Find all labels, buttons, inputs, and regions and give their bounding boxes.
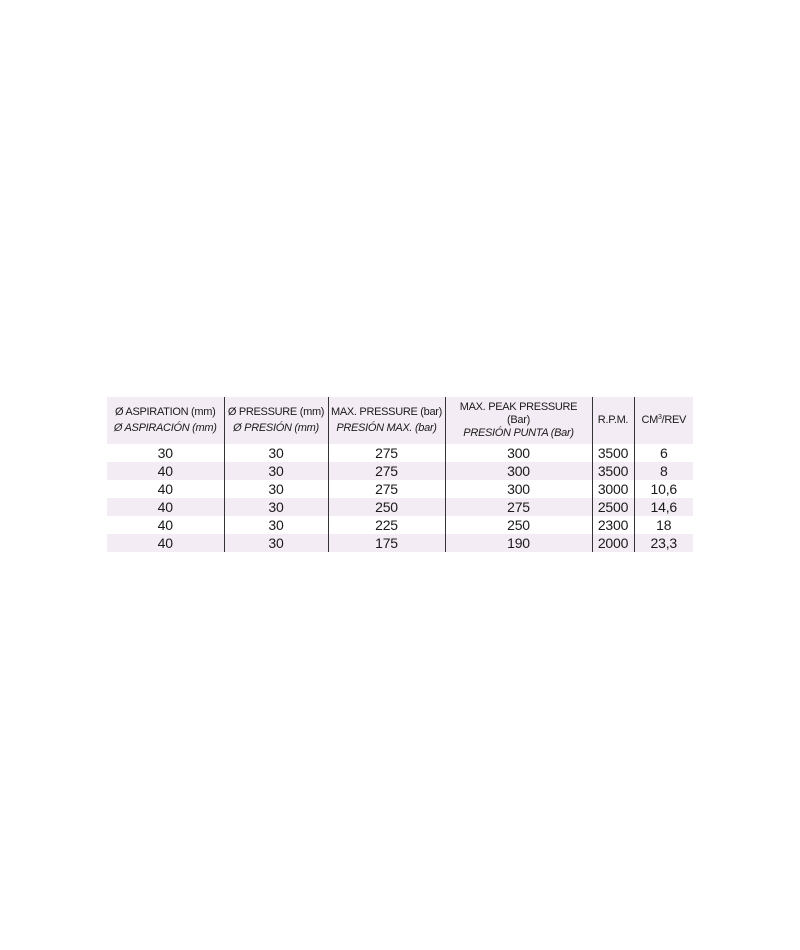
header-max-pressure-es: PRESIÓN MAX. (bar) — [336, 422, 437, 434]
table-row — [107, 516, 693, 534]
cell-cm3-rev: 8 — [634, 462, 693, 480]
cell-max-pressure: 275 — [328, 480, 445, 498]
cell-aspiration: 30 — [107, 444, 224, 462]
header-cm3-rev-unit: CM — [641, 414, 658, 426]
cell-max-peak-pressure: 250 — [445, 516, 592, 534]
header-cm3-rev — [634, 397, 693, 444]
cell-rpm: 2500 — [592, 498, 634, 516]
header-aspiration-es: Ø ASPIRACIÓN (mm) — [113, 422, 217, 434]
cell-rpm: 3000 — [592, 480, 634, 498]
table-row — [107, 480, 693, 498]
header-max-peak-pressure-en: MAX. PEAK PRESSURE — [459, 401, 578, 413]
cell-cm3-rev: 6 — [634, 444, 693, 462]
cell-rpm: 2300 — [592, 516, 634, 534]
specifications-table — [107, 397, 693, 552]
cell-max-pressure: 250 — [328, 498, 445, 516]
cell-aspiration: 40 — [107, 480, 224, 498]
cell-max-peak-pressure: 190 — [445, 534, 592, 552]
cell-aspiration: 40 — [107, 534, 224, 552]
cell-pressure: 30 — [224, 534, 328, 552]
cell-cm3-rev: 10,6 — [634, 480, 693, 498]
cell-max-pressure: 275 — [328, 444, 445, 462]
cell-aspiration: 40 — [107, 498, 224, 516]
header-cm3-rev-sup: 3 — [657, 414, 662, 421]
header-aspiration — [107, 397, 224, 444]
cell-max-pressure: 225 — [328, 516, 445, 534]
cell-rpm: 3500 — [592, 444, 634, 462]
header-max-peak-pressure-es: PRESIÓN PUNTA (Bar) — [463, 427, 574, 439]
table-row — [107, 462, 693, 480]
header-cm3-rev-suffix: /REV — [661, 414, 687, 426]
table-row — [107, 444, 693, 462]
header-pressure-es: Ø PRESIÓN (mm) — [233, 422, 319, 434]
cell-max-peak-pressure: 300 — [445, 480, 592, 498]
header-pressure-en: Ø PRESSURE (mm) — [227, 406, 325, 418]
header-max-peak-pressure — [445, 397, 592, 444]
table-body — [107, 444, 693, 552]
cell-cm3-rev: 23,3 — [634, 534, 693, 552]
header-max-peak-pressure-unit: (Bar) — [507, 414, 530, 426]
cell-rpm: 2000 — [592, 534, 634, 552]
header-rpm — [592, 397, 634, 444]
header-rpm-label: R.P.M. — [597, 414, 629, 426]
cell-max-pressure: 175 — [328, 534, 445, 552]
table-row — [107, 534, 693, 552]
header-max-pressure-en: MAX. PRESSURE (bar) — [330, 406, 443, 418]
header-row — [107, 397, 693, 444]
table-row — [107, 498, 693, 516]
cell-aspiration: 40 — [107, 462, 224, 480]
cell-pressure: 30 — [224, 498, 328, 516]
cell-max-peak-pressure: 300 — [445, 444, 592, 462]
header-max-pressure — [328, 397, 445, 444]
cell-pressure: 30 — [224, 516, 328, 534]
cell-pressure: 30 — [224, 480, 328, 498]
header-aspiration-en: Ø ASPIRATION (mm) — [115, 406, 216, 418]
cell-pressure: 30 — [224, 444, 328, 462]
cell-max-pressure: 275 — [328, 462, 445, 480]
cell-aspiration: 40 — [107, 516, 224, 534]
cell-rpm: 3500 — [592, 462, 634, 480]
cell-max-peak-pressure: 300 — [445, 462, 592, 480]
header-pressure — [224, 397, 328, 444]
cell-cm3-rev: 18 — [634, 516, 693, 534]
cell-cm3-rev: 14,6 — [634, 498, 693, 516]
table-header — [107, 397, 693, 444]
cell-pressure: 30 — [224, 462, 328, 480]
cell-max-peak-pressure: 275 — [445, 498, 592, 516]
header-cm3-rev-label — [637, 414, 692, 427]
